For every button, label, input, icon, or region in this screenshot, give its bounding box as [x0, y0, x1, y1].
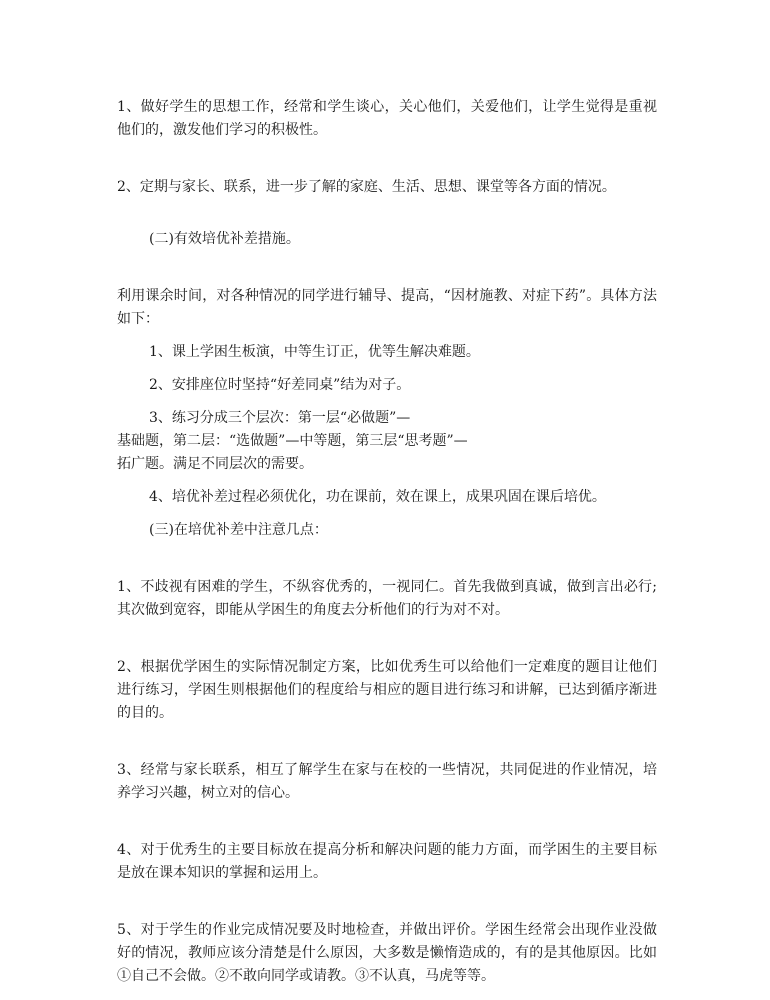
- method-item-2: 2、安排座位时坚持“好差同桌”结为对子。: [149, 377, 411, 393]
- note-item-3: 3、经常与家长联系，相互了解学生在家与在校的一些情况，共同促进的作业情况，培养学习兴趣，树立对的信心。: [117, 762, 657, 801]
- paragraph-methods-intro: 利用课余时间，对各种情况的同学进行辅导、提高，“因材施教、对症下药”。具体方法如下：: [117, 288, 657, 327]
- note-item-1: 1、不歧视有困难的学生，不纵容优秀的，一视同仁。首先我做到真诚，做到言出必行;其次做到宽容，即能从学困生的角度去分析他们的行为对不对。: [117, 579, 657, 618]
- method-item-3: 3、练习分成三个层次：第一层“必做题”— 基础题，第二层：“选做题”—中等题，第三层“思考题”— 拓广题。满足不同层次的需要。: [117, 410, 468, 472]
- method-item-4: 4、培优补差过程必须优化，功在课前，效在课上，成果巩固在课后培优。: [149, 489, 606, 505]
- paragraph-1: 1、做好学生的思想工作，经常和学生谈心，关心他们，关爱他们，让学生觉得是重视他们的，激发他们学习的积极性。: [117, 99, 657, 138]
- document-body: [117, 96, 657, 988]
- note-item-4: 4、对于优秀生的主要目标放在提高分析和解决问题的能力方面，而学困生的主要目标是放在课本知识的掌握和运用上。: [117, 842, 657, 881]
- note-item-5: 5、对于学生的作业完成情况要及时地检查，并做出评价。学困生经常会出现作业没做好的情况，教师应该分清楚是什么原因，大多数是懒惰造成的，有的是其他原因。比如①自己不会做。②不敢向同学或请教。③不认真，马虎等等。: [117, 922, 657, 984]
- method-item-1: 1、课上学困生板演，中等生订正，优等生解决难题。: [149, 344, 480, 360]
- section-heading-3: (三)在培优补差中注意几点：: [149, 522, 328, 538]
- section-heading-2: (二)有效培优补差措施。: [149, 231, 300, 247]
- paragraph-2: 2、定期与家长、联系，进一步了解的家庭、生活、思想、课堂等各方面的情况。: [117, 179, 616, 195]
- note-item-2: 2、根据优学困生的实际情况制定方案，比如优秀生可以给他们一定难度的题目让他们进行练习，学困生则根据他们的程度给与相应的题目进行练习和讲解，已达到循序渐进的目的。: [117, 659, 657, 721]
